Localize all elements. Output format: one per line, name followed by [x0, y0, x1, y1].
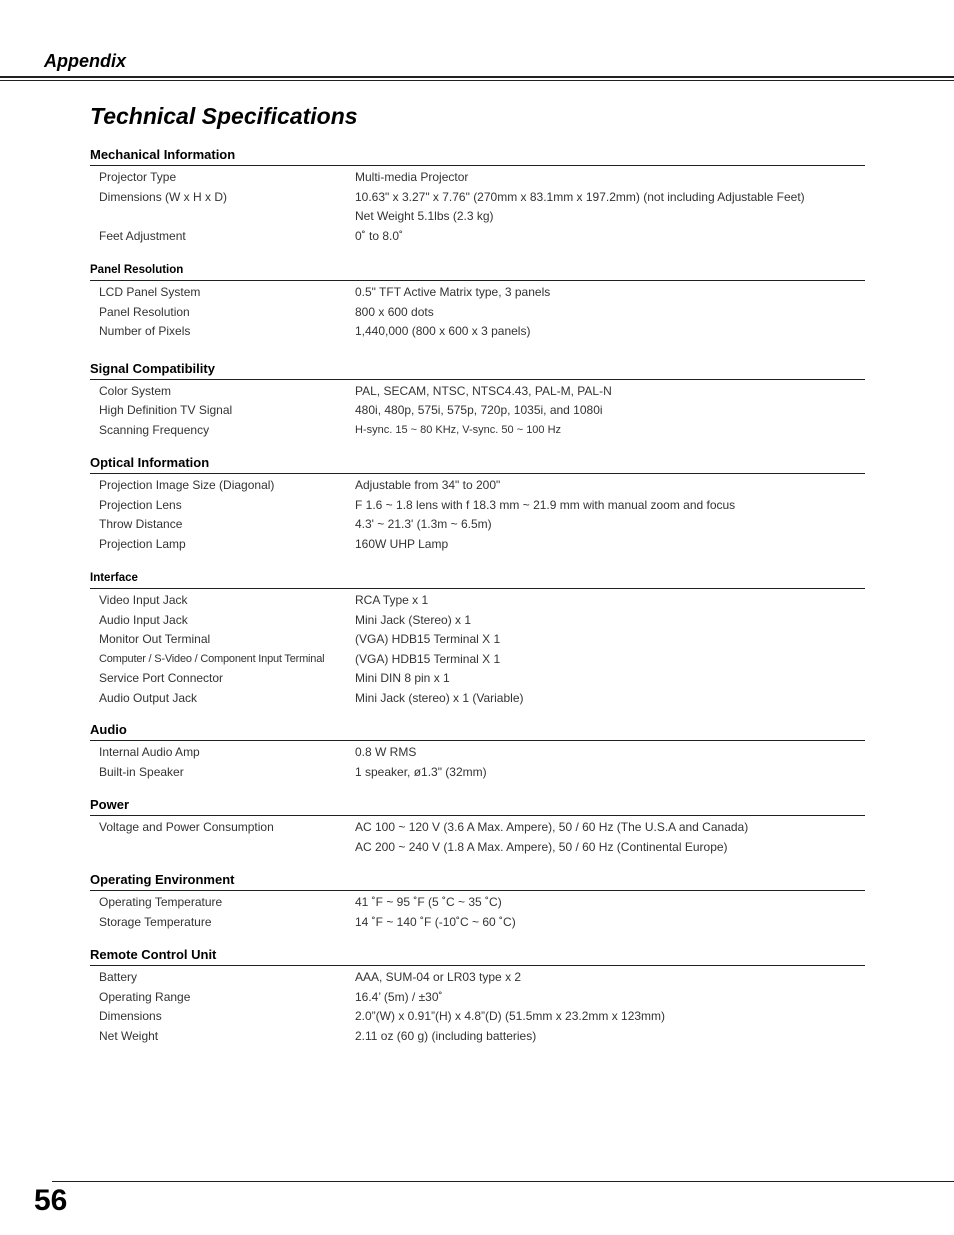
section-title: Audio	[90, 722, 865, 741]
spec-label: Dimensions (W x H x D)	[99, 189, 228, 204]
spec-value: Multi-media Projector	[355, 170, 469, 184]
section-title: Power	[90, 797, 865, 816]
spec-label: Dimensions	[99, 1009, 162, 1023]
spec-value: 480i, 480p, 575i, 575p, 720p, 1035i, and 1080i	[355, 403, 603, 417]
spec-label: Number of Pixels	[99, 324, 191, 338]
spec-row	[90, 893, 865, 913]
spec-row	[90, 227, 865, 247]
section-title: Interface	[90, 570, 865, 589]
spec-row	[90, 818, 865, 838]
spec-section	[90, 262, 865, 342]
spec-section	[90, 722, 865, 782]
spec-row	[90, 913, 865, 933]
spec-label: High Definition TV Signal	[99, 403, 233, 417]
spec-row	[90, 591, 865, 611]
spec-section	[90, 147, 865, 246]
spec-value: AC 200 ~ 240 V (1.8 A Max. Ampere), 50 / 60 Hz (Continental Europe)	[355, 839, 728, 854]
spec-label: Built-in Speaker	[99, 764, 184, 779]
spec-label: Voltage and Power Consumption	[99, 820, 274, 834]
spec-label: Projection Lamp	[99, 536, 186, 551]
spec-value: 2.0”(W) x 0.91”(H) x 4.8”(D) (51.5mm x 23.2mm x 123mm)	[355, 1009, 666, 1023]
spec-row	[90, 763, 865, 783]
spec-label: Scanning Frequency	[99, 422, 210, 437]
spec-label: Battery	[99, 970, 138, 984]
spec-label: Service Port Connector	[99, 671, 224, 685]
spec-label: Projection Image Size (Diagonal)	[99, 478, 275, 492]
spec-section	[90, 361, 865, 441]
spec-rows	[90, 741, 865, 782]
spec-row	[90, 496, 865, 516]
spec-row	[90, 743, 865, 763]
spec-label: Color System	[99, 383, 172, 398]
spec-row	[90, 689, 865, 709]
section-header-label: Appendix	[44, 51, 127, 71]
spec-label: Feet Adjustment	[99, 228, 186, 243]
spec-row	[90, 283, 865, 303]
spec-value: (VGA) HDB15 Terminal X 1	[355, 651, 501, 666]
spec-row	[90, 1027, 865, 1047]
spec-label: LCD Panel System	[99, 285, 201, 299]
spec-value: 0˚ to 8.0˚	[355, 228, 404, 243]
spec-value: 1 speaker, ø1.3" (32mm)	[355, 764, 487, 779]
spec-rows	[90, 166, 865, 246]
spec-value: H-sync. 15 ~ 80 KHz, V-sync. 50 ~ 100 Hz	[355, 423, 562, 436]
section-title: Mechanical Information	[90, 147, 865, 166]
spec-value: 800 x 600 dots	[355, 304, 434, 319]
spec-label: Video Input Jack	[99, 593, 188, 607]
spec-value: 4.3' ~ 21.3' (1.3m ~ 6.5m)	[355, 517, 492, 531]
spec-label: Panel Resolution	[99, 304, 190, 319]
spec-section	[90, 797, 865, 857]
spec-value: 10.63" x 3.27" x 7.76" (270mm x 83.1mm x 197.2mm) (not including Adjustable Feet)	[355, 189, 805, 204]
spec-rows	[90, 589, 865, 708]
spec-label	[90, 838, 355, 858]
section-title: Panel Resolution	[90, 262, 865, 281]
spec-value: AC 100 ~ 120 V (3.6 A Max. Ampere), 50 / 60 Hz (The U.S.A and Canada)	[355, 820, 749, 834]
spec-value: AAA, SUM-04 or LR03 type x 2	[355, 970, 522, 984]
spec-row	[90, 968, 865, 988]
spec-row	[90, 838, 865, 858]
spec-value: Net Weight 5.1lbs (2.3 kg)	[355, 209, 494, 223]
spec-row	[90, 611, 865, 631]
spec-row	[90, 401, 865, 421]
spec-value: 160W UHP Lamp	[355, 536, 449, 551]
spec-label	[90, 207, 355, 227]
spec-row	[90, 207, 865, 227]
spec-row	[90, 303, 865, 323]
spec-value: Mini Jack (Stereo) x 1	[355, 612, 472, 627]
spec-row	[90, 1007, 865, 1027]
spec-label: Monitor Out Terminal	[99, 632, 211, 646]
spec-label: Audio Input Jack	[99, 612, 188, 627]
spec-value: F 1.6 ~ 1.8 lens with f 18.3 mm ~ 21.9 mm with manual zoom and focus	[355, 497, 736, 512]
spec-rows	[90, 891, 865, 932]
spec-row	[90, 988, 865, 1008]
spec-value: 41 ˚F ~ 95 ˚F (5 ˚C ~ 35 ˚C)	[355, 895, 502, 909]
spec-value: 16.4’ (5m) / ±30˚	[355, 989, 443, 1004]
spec-rows	[90, 966, 865, 1046]
spec-row	[90, 421, 865, 441]
section-title: Remote Control Unit	[90, 947, 865, 966]
section-title: Signal Compatibility	[90, 361, 865, 380]
section-title: Optical Information	[90, 455, 865, 474]
spec-row	[90, 650, 865, 670]
spec-value: 0.5" TFT Active Matrix type, 3 panels	[355, 285, 551, 299]
spec-label: Throw Distance	[99, 517, 183, 531]
spec-label: Operating Temperature	[99, 895, 223, 909]
page-title: Technical Specifications	[90, 103, 358, 129]
spec-label: Projection Lens	[99, 497, 182, 512]
spec-section	[90, 872, 865, 932]
spec-row	[90, 515, 865, 535]
spec-value: RCA Type x 1	[355, 593, 429, 607]
spec-row	[90, 322, 865, 342]
footer-divider	[52, 1181, 954, 1182]
spec-row	[90, 168, 865, 188]
spec-label: Storage Temperature	[99, 914, 212, 929]
spec-rows	[90, 816, 865, 857]
page-number: 56	[34, 1184, 68, 1217]
spec-value: 0.8 W RMS	[355, 745, 417, 759]
spec-section	[90, 570, 865, 708]
spec-label: Projector Type	[99, 170, 177, 184]
spec-rows	[90, 281, 865, 342]
spec-value: Mini DIN 8 pin x 1	[355, 671, 450, 685]
spec-sections	[90, 147, 865, 1046]
spec-row	[90, 188, 865, 208]
spec-row	[90, 476, 865, 496]
spec-row	[90, 382, 865, 402]
spec-value: Mini Jack (stereo) x 1 (Variable)	[355, 690, 524, 705]
spec-section	[90, 947, 865, 1046]
spec-row	[90, 630, 865, 650]
spec-value: (VGA) HDB15 Terminal X 1	[355, 632, 501, 646]
spec-rows	[90, 380, 865, 441]
section-title: Operating Environment	[90, 872, 865, 891]
spec-section	[90, 455, 865, 554]
spec-value: Adjustable from 34" to 200"	[355, 478, 501, 492]
spec-label: Net Weight	[99, 1028, 159, 1043]
spec-row	[90, 669, 865, 689]
spec-label: Computer / S-Video / Component Input Terminal	[99, 652, 325, 665]
spec-value: 14 ˚F ~ 140 ˚F (-10˚C ~ 60 ˚C)	[355, 914, 516, 929]
spec-label: Internal Audio Amp	[99, 745, 200, 759]
spec-value: 2.11 oz (60 g) (including batteries)	[355, 1028, 537, 1043]
header-divider-thin	[0, 80, 954, 81]
spec-rows	[90, 474, 865, 554]
spec-value: 1,440,000 (800 x 600 x 3 panels)	[355, 324, 531, 338]
spec-row	[90, 535, 865, 555]
spec-label: Operating Range	[99, 989, 191, 1004]
header-divider	[0, 76, 954, 78]
spec-value: PAL, SECAM, NTSC, NTSC4.43, PAL-M, PAL-N	[355, 383, 612, 398]
spec-label: Audio Output Jack	[99, 690, 198, 705]
